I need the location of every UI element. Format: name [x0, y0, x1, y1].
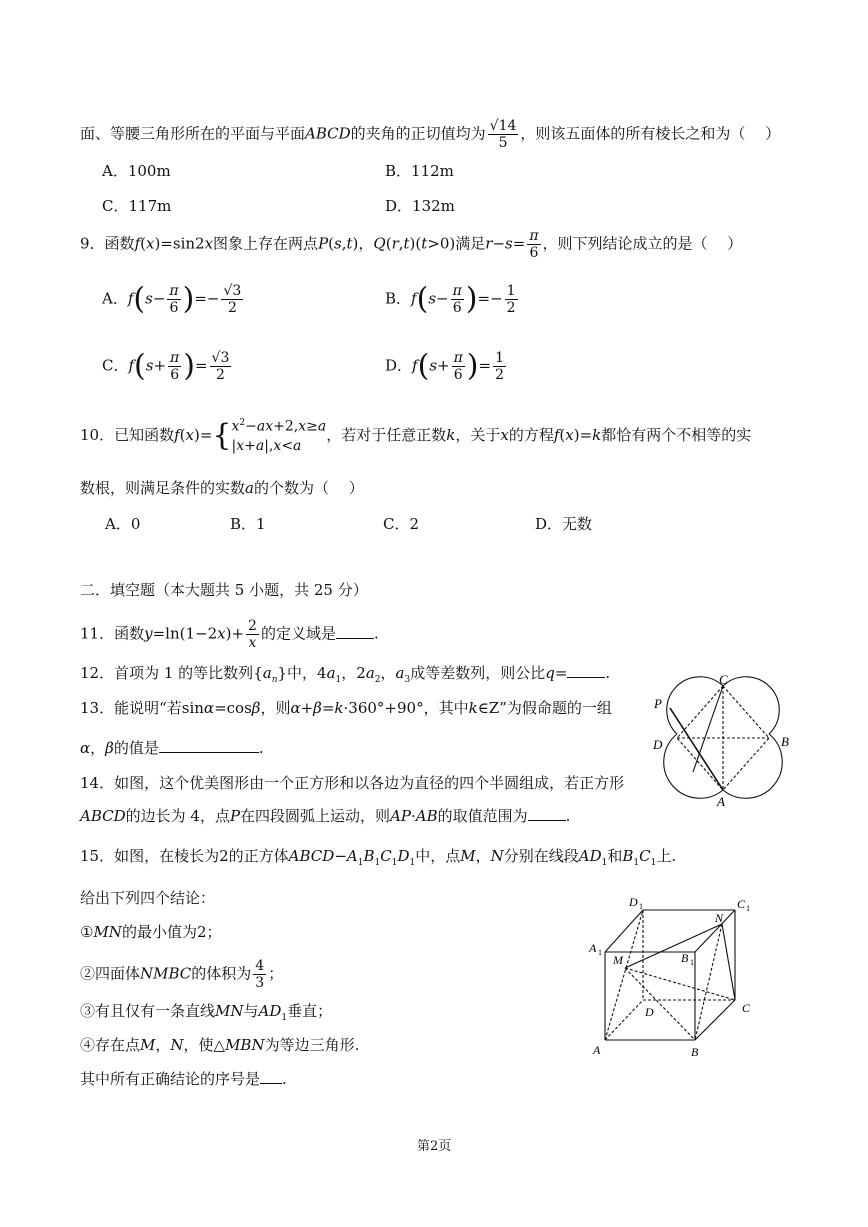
q10-line2: 数根，则满足条件的实数a的个数为（ ） [80, 479, 364, 497]
label-p: P [654, 696, 662, 711]
label-b1-sub: 1 [690, 958, 694, 967]
q14: 14．如图，这个优美图形由一个正方形和以各边为直径的四个半圆组成，若正方形 [80, 774, 625, 792]
segment-mb [625, 968, 695, 1040]
q15: 15．如图，在棱长为2的正方体$ABCD-A_1B_1C_1D_1$中，点M，N分别在线段$AD_1$和$B_1C_1$上. [80, 847, 677, 868]
q8-end: ，则该五面体的所有棱长之和为（ ） [520, 124, 781, 143]
q10-text2: ，若对于任意正数 [326, 426, 447, 445]
q8-mid: 的夹角的正切值均为 [350, 124, 486, 143]
q9-option-a: A．f(s− $\frac{\pi}{6}$ )=− $\frac{√3}{2}$ [102, 281, 242, 317]
section-heading: 二．填空题（本大题共 5 小题，共 25 分） [80, 581, 368, 599]
label-b: B [691, 1045, 699, 1059]
q8-option-c: C．117m [102, 197, 172, 215]
q10-text3: ，关于 [455, 426, 501, 445]
q10-option-b: B．1 [230, 515, 266, 533]
arc-right-top [723, 677, 779, 734]
q10-text5: 都恰有两个不相等的实 [601, 426, 752, 445]
label-a1-sub: 1 [598, 948, 602, 957]
q9-stem: 9．函数f(x)=sin2x图象上存在两点P(s,t)，Q(r,t)(t>0)满足r−s= $\frac{\pi}{6}$ ，则下列结论成立的是（ ） [80, 228, 743, 262]
q8-frac-num: √14 [489, 118, 517, 134]
q10-option-d: D．无数 [535, 515, 593, 533]
q13: 13．能说明“若sinα=cosβ，则α+β=k·360°+90°，其中k∈Z”为假命题的一组 [80, 699, 612, 717]
page-footer: 第2页 [417, 1139, 452, 1154]
q9-text4: ，则下列结论成立的是（ ） [542, 234, 743, 253]
label-d1: D [629, 895, 638, 909]
q15-ask: 其中所有正确结论的序号是 . [80, 1070, 287, 1088]
q13-line2: α，β的值是 . [80, 739, 264, 757]
q9-option-d: D．f(s+ $\frac{\pi}{6}$ )= $\frac{1}{2}$ [385, 348, 505, 384]
label-b1: B [681, 951, 689, 965]
q8-option-a: A．100m [102, 162, 171, 180]
q15-conclusion-2: ②四面体NMBC的体积为 $\frac{4}{3}$ ； [80, 958, 284, 992]
label-c1: C [737, 897, 746, 911]
label-c: C [742, 1001, 751, 1015]
segment-mc [625, 968, 735, 1000]
q10-number: 10． [80, 426, 115, 445]
q10-option-a: A．0 [105, 515, 141, 533]
q15-conclusion-4: ④存在点M，N，使△MBN为等边三角形. [80, 1036, 360, 1054]
q10-piecewise: $x^2-ax+2,x\ge a$ |x+a|,x<a [231, 418, 327, 454]
q9-text3: 满足 [455, 234, 486, 253]
q15-blank[interactable] [260, 1083, 282, 1084]
q10-stem: 10．已知函数$f(x)=\{x^2-ax+2,x\ge a$ |x+a|,x<a，若对于任意正数k，关于x的方程f(x)=k都恰有两个不相等的实 [80, 418, 752, 454]
line-pa [670, 708, 723, 790]
label-d: D [645, 1005, 654, 1019]
arc-right-bottom [723, 734, 782, 798]
q9-pi-over-6: $\frac{\pi}{6}$ [529, 228, 539, 262]
segment-mn [625, 924, 722, 968]
q9-option-b: B．f(s− $\frac{\pi}{6}$ )=− $\frac{1}{2}$ [385, 281, 516, 317]
q9-option-c: C．f(s+ $\frac{\pi}{6}$ )= $\frac{√3}{2}$ [102, 348, 230, 384]
q15-cube-figure [585, 890, 765, 1060]
q8-abcd: ABCD [305, 124, 351, 143]
arc-left-top [667, 677, 723, 734]
q14-figure [648, 672, 798, 812]
label-d1-sub: 1 [639, 902, 643, 911]
edge-bc [695, 1000, 735, 1040]
label-n: N [715, 911, 724, 925]
label-a: A [717, 794, 725, 809]
q11-blank[interactable] [336, 638, 374, 639]
q8-text: 面、等腰三角形所在的平面与平面 [80, 124, 306, 143]
q12-blank[interactable] [567, 677, 605, 678]
q13-blank[interactable] [159, 752, 259, 753]
segment-nc [722, 924, 735, 1000]
q8-option-b: B．112m [385, 162, 454, 180]
label-c: C [719, 672, 728, 687]
label-a: A [593, 1043, 601, 1057]
q11: 11．函数y=ln(1−2x)+ $\frac{2}{x}$ 的定义域是 . [80, 618, 379, 652]
q8-option-d: D．132m [385, 197, 455, 215]
label-c1-sub: 1 [746, 904, 750, 913]
q9-number: 9． [80, 234, 105, 253]
q10-text1: 已知函数 [114, 426, 175, 445]
q10-text4: 的方程 [508, 426, 554, 445]
q15-conclusion-1: ①MN的最小值为2； [80, 923, 222, 941]
line-c-diag [693, 686, 723, 772]
q12: 12．首项为 1 的等比数列$\{a_n\}$中，$4a_1$，$2a_2$，$a_3$成等差数列，则公比q= . [80, 664, 611, 685]
q8-frac-den: 5 [498, 135, 508, 152]
edge-a1d1 [605, 910, 643, 952]
q15-conclusion-3: ③有且仅有一条直线MN与$AD_1$垂直； [80, 1002, 333, 1023]
q14-line2: ABCD的边长为 4，点P在四段圆弧上运动，则AP·AB的取值范围为 . [80, 807, 571, 825]
q14-blank[interactable] [528, 820, 566, 821]
segment-nb [695, 924, 722, 1040]
q15-intro: 给出下列四个结论： [80, 889, 216, 907]
label-m: M [613, 953, 623, 967]
q9-text2: 图象上存在两点 [213, 234, 319, 253]
label-d: D [653, 737, 663, 752]
q9-text1: 函数 [104, 234, 135, 253]
q8-fraction [488, 118, 519, 151]
q10-option-c: C．2 [383, 515, 420, 533]
q8-line [80, 118, 780, 151]
label-a1: A [589, 941, 597, 955]
label-b: B [781, 734, 789, 749]
